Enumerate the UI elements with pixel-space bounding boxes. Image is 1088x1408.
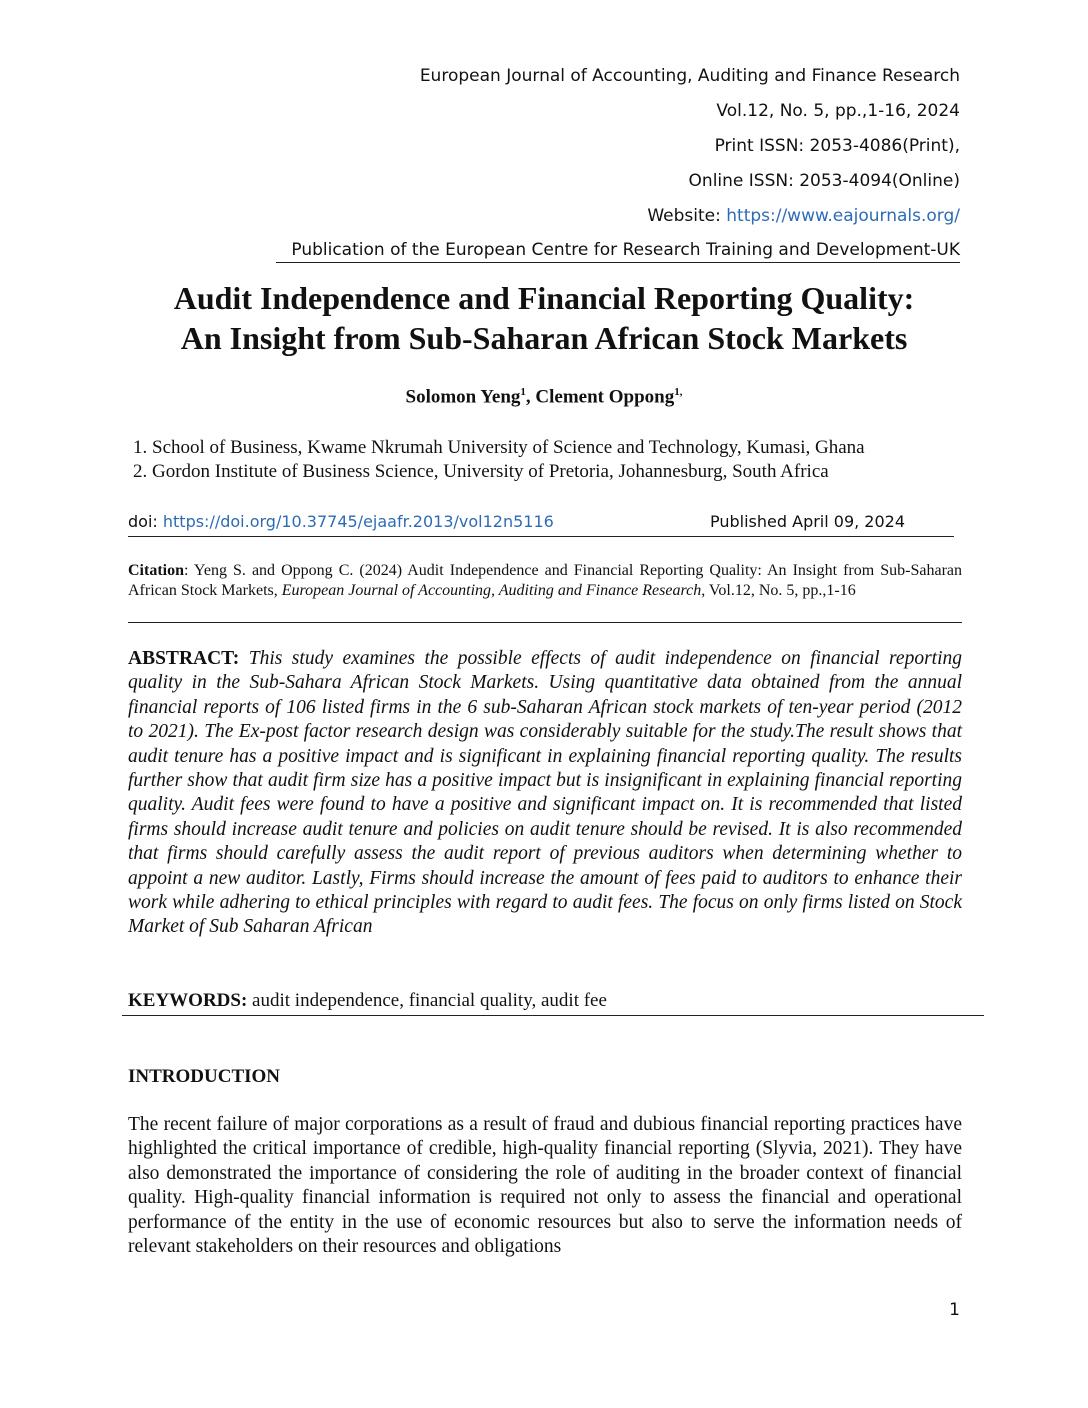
paper-title-line-1: Audit Independence and Financial Reporting Quality: — [173, 280, 915, 316]
page-number: 1 — [949, 1300, 960, 1320]
published-date: Published April 09, 2024 — [710, 512, 906, 531]
introduction-paragraph: The recent failure of major corporations as a result of fraud and dubious financial reporting practices have highlighted the critical importance of credible, high-quality financial reporting (Slyvia, 2021). They have also demonstrated the importance of considering the role of auditing in the broader context of financial quality. High-quality financial information is required not only to assess the financial and operational performance of the entity in the use of economic resources but also to serve the information needs of relevant stakeholders on their resources and obligations — [128, 1114, 962, 1258]
publisher-line — [276, 240, 960, 263]
keywords — [128, 990, 607, 1012]
author-1: Solomon Yeng — [405, 386, 521, 408]
doi — [128, 512, 554, 531]
keywords-text: audit independence, financial quality, audit fee — [247, 990, 607, 1011]
paper-title-line-2: An Insight from Sub-Saharan African Stock Markets — [180, 320, 908, 356]
keywords-label: KEYWORDS: — [128, 990, 248, 1011]
citation-journal: European Journal of Accounting, Auditing and Finance Research — [281, 582, 702, 599]
affiliation-2: 2. Gordon Institute of Business Science, University of Pretoria, Johannesburg, South Africa — [133, 461, 829, 482]
website-line — [647, 206, 960, 226]
website-link[interactable]: https://www.eajournals.org/ — [726, 206, 960, 226]
citation-divider — [128, 622, 962, 623]
author-1-affil: 1 — [520, 386, 526, 398]
journal-name: European Journal of Accounting, Auditing and Finance Research — [419, 66, 960, 86]
abstract — [128, 647, 962, 940]
author-2: Clement Oppong — [535, 386, 675, 408]
author-separator: , — [525, 386, 536, 408]
doi-row — [128, 510, 954, 537]
citation — [128, 561, 962, 601]
abstract-label: ABSTRACT: — [128, 648, 240, 669]
doi-link[interactable]: https://doi.org/10.37745/ejaafr.2013/vol12n5116 — [162, 512, 554, 531]
website-label: Website: — [647, 206, 727, 226]
authors — [0, 386, 1088, 408]
print-issn: Print ISSN: 2053-4086(Print), — [714, 136, 960, 156]
citation-label: Citation — [128, 562, 184, 579]
online-issn: Online ISSN: 2053-4094(Online) — [688, 171, 960, 191]
introduction-heading: INTRODUCTION — [128, 1066, 281, 1087]
publisher-text: Publication of the European Centre for Research Training and Development-UK — [291, 240, 960, 260]
citation-tail: , Vol.12, No. 5, pp.,1-16 — [701, 582, 856, 599]
volume-info: Vol.12, No. 5, pp.,1-16, 2024 — [716, 101, 960, 121]
author-2-affil: 1, — [674, 386, 683, 398]
abstract-text: This study examines the possible effects of audit independence on financial reporting quality in the Sub-Sahara African Stock Markets. Using quantitative data obtained from the annual financial reports of 106 listed firms in the 6 sub-Saharan African stock markets of ten-year period (2012 to 2021). The Ex-post factor research design was considerably suitable for the study.The result shows that audit tenure has a positive impact and is significant in explaining financial reporting quality. The results further show that audit firm size has a positive impact but is insignificant in explaining financial reporting quality. Audit fees were found to have a positive and significant impact on. It is recommended that listed firms should increase audit tenure and policies on audit tenure should be revised. It is also recommended that firms should carefully assess the audit report of previous auditors when determining whether to appoint a new auditor. Lastly, Firms should increase the amount of fees paid to auditors to enhance their work while adhering to ethical principles with regard to audit fees. The focus on only firms listed on Stock Market of Sub Saharan African — [128, 648, 962, 938]
doi-label: doi: — [128, 512, 163, 531]
keywords-divider — [122, 1015, 984, 1016]
citation-text: : Yeng S. and Oppong C. (2024) Audit Independence and Financial Reporting Quality: An Insight from Sub-Saharan African Stock Markets, — [128, 562, 962, 599]
affiliation-1: 1. School of Business, Kwame Nkrumah University of Science and Technology, Kumasi, Ghana — [133, 437, 865, 458]
